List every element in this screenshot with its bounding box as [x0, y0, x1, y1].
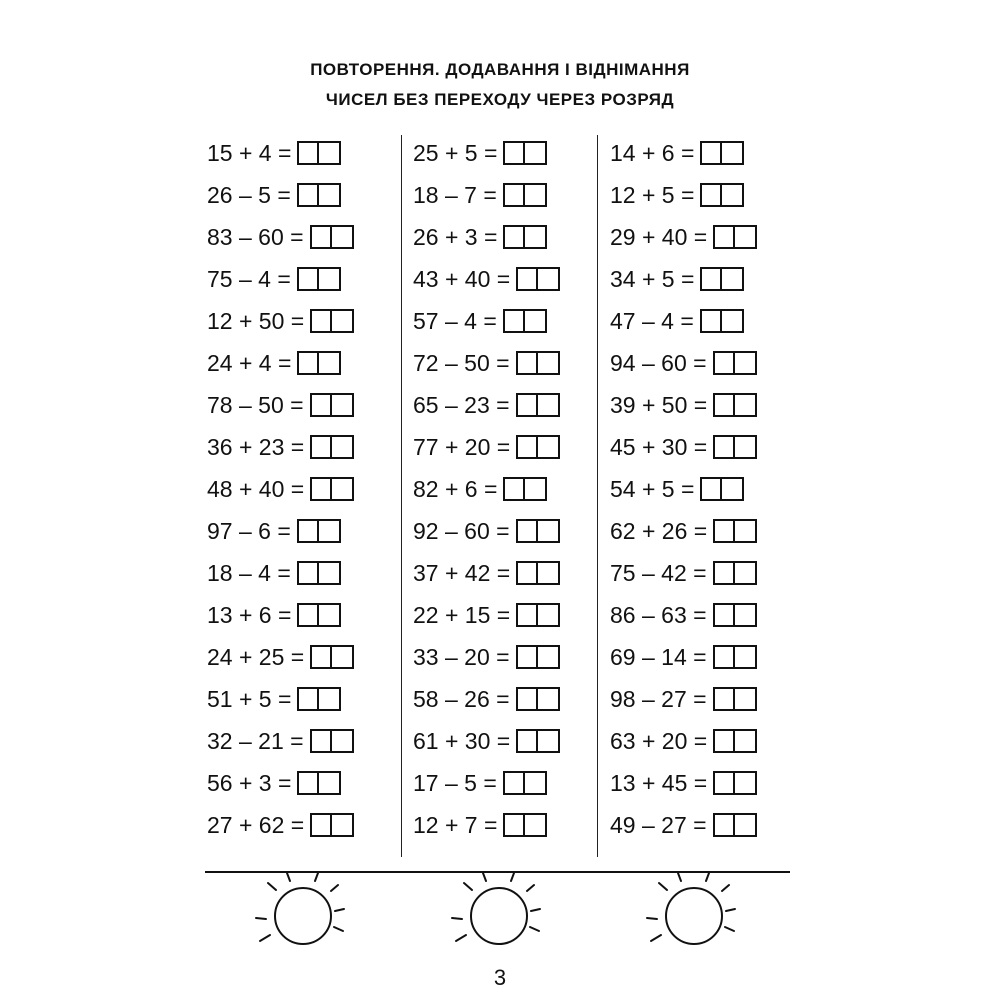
answer-boxes[interactable] [310, 435, 354, 459]
answer-boxes[interactable] [713, 351, 757, 375]
answer-boxes[interactable] [297, 267, 341, 291]
answer-digit-box[interactable] [722, 477, 744, 501]
exercise-row [610, 804, 757, 846]
answer-digit-box[interactable] [503, 771, 525, 795]
exercise-expression: 58 – 26 = [413, 685, 510, 712]
answer-boxes[interactable] [310, 309, 354, 333]
exercise-row [207, 594, 354, 636]
answer-digit-box[interactable] [516, 603, 538, 627]
exercise-row [610, 384, 757, 426]
sun-icon [639, 873, 749, 953]
exercise-row [207, 300, 354, 342]
exercise-row [207, 342, 354, 384]
answer-boxes[interactable] [516, 561, 560, 585]
exercise-expression: 54 + 5 = [610, 475, 695, 502]
answer-boxes[interactable] [713, 771, 757, 795]
answer-boxes[interactable] [310, 729, 354, 753]
exercise-row [207, 720, 354, 762]
page-number: 3 [493, 965, 507, 990]
exercise-expression: 45 + 30 = [610, 433, 708, 460]
exercise-expression: 12 + 5 = [610, 181, 695, 208]
answer-boxes[interactable] [310, 813, 354, 837]
answer-digit-box[interactable] [319, 183, 341, 207]
answer-digit-box[interactable] [722, 183, 744, 207]
exercise-expression: 92 – 60 = [413, 517, 510, 544]
exercise-row [610, 594, 757, 636]
answer-digit-box[interactable] [319, 687, 341, 711]
exercise-expression: 82 + 6 = [413, 475, 498, 502]
exercise-row [207, 174, 354, 216]
answer-digit-box[interactable] [525, 477, 547, 501]
answer-digit-box[interactable] [319, 771, 341, 795]
exercise-column-2 [413, 132, 560, 846]
answer-digit-box[interactable] [332, 729, 354, 753]
exercise-expression: 26 + 3 = [413, 223, 498, 250]
exercise-expression: 63 + 20 = [610, 727, 708, 754]
answer-digit-box[interactable] [516, 645, 538, 669]
answer-digit-box[interactable] [297, 603, 319, 627]
exercise-row [207, 636, 354, 678]
answer-boxes[interactable] [310, 225, 354, 249]
exercise-expression: 75 – 42 = [610, 559, 707, 586]
answer-boxes[interactable] [503, 183, 547, 207]
exercise-row [207, 384, 354, 426]
answer-boxes[interactable] [713, 687, 757, 711]
exercise-expression: 24 + 4 = [207, 349, 292, 376]
answer-digit-box[interactable] [310, 729, 332, 753]
exercise-expression: 51 + 5 = [207, 685, 292, 712]
answer-boxes[interactable] [516, 435, 560, 459]
exercise-row [413, 594, 560, 636]
exercise-row [207, 468, 354, 510]
answer-digit-box[interactable] [525, 141, 547, 165]
exercise-expression: 69 – 14 = [610, 643, 707, 670]
answer-digit-box[interactable] [525, 309, 547, 333]
column-divider [401, 135, 402, 857]
answer-boxes[interactable] [700, 309, 744, 333]
answer-boxes[interactable] [516, 519, 560, 543]
exercise-expression: 97 – 6 = [207, 517, 291, 544]
answer-digit-box[interactable] [713, 603, 735, 627]
exercise-row [413, 174, 560, 216]
exercise-expression: 86 – 63 = [610, 601, 707, 628]
answer-boxes[interactable] [503, 771, 547, 795]
answer-boxes[interactable] [297, 351, 341, 375]
exercise-expression: 75 – 4 = [207, 265, 291, 292]
answer-digit-box[interactable] [332, 435, 354, 459]
answer-digit-box[interactable] [713, 645, 735, 669]
exercise-row [207, 132, 354, 174]
exercise-row [413, 468, 560, 510]
exercise-row [610, 300, 757, 342]
exercise-row [413, 132, 560, 174]
exercise-row [207, 216, 354, 258]
answer-digit-box[interactable] [319, 519, 341, 543]
answer-digit-box[interactable] [735, 687, 757, 711]
exercise-row [413, 804, 560, 846]
answer-digit-box[interactable] [735, 645, 757, 669]
answer-boxes[interactable] [310, 645, 354, 669]
answer-digit-box[interactable] [713, 813, 735, 837]
answer-digit-box[interactable] [297, 561, 319, 585]
answer-digit-box[interactable] [735, 603, 757, 627]
answer-digit-box[interactable] [525, 771, 547, 795]
answer-digit-box[interactable] [538, 603, 560, 627]
exercise-expression: 33 – 20 = [413, 643, 510, 670]
exercise-expression: 98 – 27 = [610, 685, 707, 712]
exercise-expression: 13 + 6 = [207, 601, 292, 628]
answer-boxes[interactable] [516, 351, 560, 375]
answer-digit-box[interactable] [332, 645, 354, 669]
exercise-expression: 78 – 50 = [207, 391, 304, 418]
exercise-expression: 25 + 5 = [413, 139, 498, 166]
exercise-row [413, 426, 560, 468]
exercise-expression: 12 + 7 = [413, 811, 498, 838]
answer-digit-box[interactable] [332, 225, 354, 249]
exercise-row [610, 426, 757, 468]
answer-digit-box[interactable] [735, 351, 757, 375]
answer-digit-box[interactable] [516, 267, 538, 291]
answer-digit-box[interactable] [735, 225, 757, 249]
exercise-expression: 34 + 5 = [610, 265, 695, 292]
exercise-expression: 56 + 3 = [207, 769, 292, 796]
answer-digit-box[interactable] [735, 813, 757, 837]
exercise-row [413, 258, 560, 300]
answer-digit-box[interactable] [538, 351, 560, 375]
answer-digit-box[interactable] [516, 393, 538, 417]
answer-boxes[interactable] [310, 393, 354, 417]
answer-digit-box[interactable] [310, 309, 332, 333]
answer-digit-box[interactable] [503, 813, 525, 837]
exercise-expression: 37 + 42 = [413, 559, 511, 586]
exercise-row [207, 762, 354, 804]
answer-boxes[interactable] [297, 687, 341, 711]
answer-digit-box[interactable] [503, 141, 525, 165]
sun-icon [248, 873, 358, 953]
exercise-row [207, 552, 354, 594]
exercise-column-3 [610, 132, 757, 846]
answer-digit-box[interactable] [297, 141, 319, 165]
answer-digit-box[interactable] [713, 771, 735, 795]
answer-digit-box[interactable] [735, 771, 757, 795]
exercise-expression: 27 + 62 = [207, 811, 305, 838]
answer-digit-box[interactable] [297, 351, 319, 375]
exercise-expression: 22 + 15 = [413, 601, 511, 628]
exercise-row [610, 174, 757, 216]
answer-boxes[interactable] [297, 519, 341, 543]
exercise-row [610, 762, 757, 804]
answer-digit-box[interactable] [700, 309, 722, 333]
answer-boxes[interactable] [516, 393, 560, 417]
answer-digit-box[interactable] [332, 477, 354, 501]
exercise-row [207, 510, 354, 552]
answer-digit-box[interactable] [525, 183, 547, 207]
exercise-row [207, 426, 354, 468]
exercise-expression: 83 – 60 = [207, 223, 304, 250]
answer-digit-box[interactable] [713, 351, 735, 375]
exercise-row [610, 552, 757, 594]
answer-digit-box[interactable] [700, 141, 722, 165]
exercise-expression: 43 + 40 = [413, 265, 511, 292]
exercise-expression: 17 – 5 = [413, 769, 497, 796]
answer-digit-box[interactable] [525, 813, 547, 837]
exercise-expression: 15 + 4 = [207, 139, 292, 166]
answer-boxes[interactable] [713, 645, 757, 669]
answer-digit-box[interactable] [516, 561, 538, 585]
answer-boxes[interactable] [516, 603, 560, 627]
answer-digit-box[interactable] [503, 477, 525, 501]
answer-boxes[interactable] [713, 603, 757, 627]
answer-boxes[interactable] [713, 519, 757, 543]
answer-digit-box[interactable] [319, 603, 341, 627]
exercise-expression: 57 – 4 = [413, 307, 497, 334]
answer-digit-box[interactable] [538, 435, 560, 459]
answer-boxes[interactable] [713, 435, 757, 459]
exercise-expression: 12 + 50 = [207, 307, 305, 334]
answer-digit-box[interactable] [713, 225, 735, 249]
exercise-row [207, 258, 354, 300]
exercise-row [413, 552, 560, 594]
exercise-expression: 77 + 20 = [413, 433, 511, 460]
answer-digit-box[interactable] [713, 729, 735, 753]
answer-digit-box[interactable] [525, 225, 547, 249]
answer-digit-box[interactable] [516, 729, 538, 753]
exercise-row [610, 468, 757, 510]
answer-digit-box[interactable] [700, 267, 722, 291]
exercise-row [207, 678, 354, 720]
answer-boxes[interactable] [503, 813, 547, 837]
answer-digit-box[interactable] [516, 519, 538, 543]
exercise-expression: 24 + 25 = [207, 643, 305, 670]
exercise-row [413, 636, 560, 678]
exercise-row [413, 720, 560, 762]
answer-boxes[interactable] [713, 561, 757, 585]
column-divider [597, 135, 598, 857]
answer-digit-box[interactable] [538, 561, 560, 585]
answer-boxes[interactable] [297, 771, 341, 795]
answer-boxes[interactable] [503, 225, 547, 249]
answer-boxes[interactable] [713, 729, 757, 753]
exercise-expression: 26 – 5 = [207, 181, 291, 208]
answer-digit-box[interactable] [297, 687, 319, 711]
exercise-row [610, 132, 757, 174]
exercise-row [207, 804, 354, 846]
answer-digit-box[interactable] [319, 267, 341, 291]
exercise-row [610, 342, 757, 384]
answer-digit-box[interactable] [310, 393, 332, 417]
exercise-row [413, 342, 560, 384]
answer-digit-box[interactable] [735, 393, 757, 417]
answer-digit-box[interactable] [310, 813, 332, 837]
answer-boxes[interactable] [700, 141, 744, 165]
exercise-expression: 18 – 4 = [207, 559, 291, 586]
answer-boxes[interactable] [310, 477, 354, 501]
answer-boxes[interactable] [516, 687, 560, 711]
answer-digit-box[interactable] [503, 183, 525, 207]
exercise-column-1 [207, 132, 354, 846]
answer-digit-box[interactable] [516, 351, 538, 375]
answer-digit-box[interactable] [319, 141, 341, 165]
exercise-expression: 48 + 40 = [207, 475, 305, 502]
answer-boxes[interactable] [503, 477, 547, 501]
answer-digit-box[interactable] [332, 393, 354, 417]
answer-digit-box[interactable] [713, 393, 735, 417]
answer-digit-box[interactable] [538, 519, 560, 543]
answer-digit-box[interactable] [538, 267, 560, 291]
page-title-line-2: ЧИСЕЛ БЕЗ ПЕРЕХОДУ ЧЕРЕЗ РОЗРЯД [325, 90, 675, 109]
answer-digit-box[interactable] [538, 645, 560, 669]
page-title-line-1: ПОВТОРЕННЯ. ДОДАВАННЯ І ВІДНІМАННЯ [310, 60, 690, 79]
exercise-row [610, 216, 757, 258]
answer-digit-box[interactable] [297, 771, 319, 795]
answer-boxes[interactable] [700, 267, 744, 291]
exercise-row [413, 678, 560, 720]
exercise-row [610, 510, 757, 552]
exercise-expression: 49 – 27 = [610, 811, 707, 838]
answer-digit-box[interactable] [319, 351, 341, 375]
answer-boxes[interactable] [297, 141, 341, 165]
answer-digit-box[interactable] [310, 225, 332, 249]
exercise-row [413, 384, 560, 426]
answer-boxes[interactable] [503, 141, 547, 165]
answer-digit-box[interactable] [297, 183, 319, 207]
answer-digit-box[interactable] [735, 729, 757, 753]
answer-digit-box[interactable] [722, 141, 744, 165]
exercise-expression: 94 – 60 = [610, 349, 707, 376]
answer-digit-box[interactable] [332, 309, 354, 333]
exercise-expression: 65 – 23 = [413, 391, 510, 418]
answer-boxes[interactable] [516, 729, 560, 753]
answer-digit-box[interactable] [503, 309, 525, 333]
answer-digit-box[interactable] [319, 561, 341, 585]
exercise-row [413, 216, 560, 258]
exercise-expression: 39 + 50 = [610, 391, 708, 418]
answer-digit-box[interactable] [538, 687, 560, 711]
answer-digit-box[interactable] [310, 435, 332, 459]
exercise-expression: 13 + 45 = [610, 769, 708, 796]
exercise-expression: 61 + 30 = [413, 727, 511, 754]
answer-digit-box[interactable] [722, 309, 744, 333]
answer-digit-box[interactable] [538, 729, 560, 753]
exercise-expression: 47 – 4 = [610, 307, 694, 334]
answer-digit-box[interactable] [297, 519, 319, 543]
answer-digit-box[interactable] [538, 393, 560, 417]
exercise-expression: 14 + 6 = [610, 139, 695, 166]
answer-digit-box[interactable] [332, 813, 354, 837]
answer-boxes[interactable] [700, 183, 744, 207]
exercise-expression: 62 + 26 = [610, 517, 708, 544]
exercise-row [413, 762, 560, 804]
answer-boxes[interactable] [516, 645, 560, 669]
exercise-row [610, 258, 757, 300]
exercise-row [610, 720, 757, 762]
exercise-row [413, 510, 560, 552]
answer-digit-box[interactable] [503, 225, 525, 249]
answer-digit-box[interactable] [722, 267, 744, 291]
exercise-expression: 32 – 21 = [207, 727, 304, 754]
answer-digit-box[interactable] [297, 267, 319, 291]
answer-boxes[interactable] [700, 477, 744, 501]
answer-boxes[interactable] [713, 813, 757, 837]
exercise-expression: 29 + 40 = [610, 223, 708, 250]
answer-digit-box[interactable] [713, 435, 735, 459]
answer-boxes[interactable] [297, 603, 341, 627]
answer-digit-box[interactable] [310, 477, 332, 501]
exercise-expression: 18 – 7 = [413, 181, 497, 208]
exercise-expression: 36 + 23 = [207, 433, 305, 460]
answer-digit-box[interactable] [713, 561, 735, 585]
answer-digit-box[interactable] [735, 435, 757, 459]
answer-boxes[interactable] [297, 183, 341, 207]
answer-digit-box[interactable] [700, 477, 722, 501]
answer-boxes[interactable] [503, 309, 547, 333]
answer-boxes[interactable] [297, 561, 341, 585]
answer-digit-box[interactable] [516, 435, 538, 459]
answer-boxes[interactable] [713, 393, 757, 417]
exercise-row [610, 636, 757, 678]
answer-digit-box[interactable] [735, 519, 757, 543]
exercise-expression: 72 – 50 = [413, 349, 510, 376]
answer-digit-box[interactable] [700, 183, 722, 207]
answer-digit-box[interactable] [516, 687, 538, 711]
answer-digit-box[interactable] [713, 687, 735, 711]
sun-icon [444, 873, 554, 953]
exercise-row [413, 300, 560, 342]
answer-digit-box[interactable] [735, 561, 757, 585]
answer-boxes[interactable] [516, 267, 560, 291]
answer-boxes[interactable] [713, 225, 757, 249]
exercise-row [610, 678, 757, 720]
answer-digit-box[interactable] [310, 645, 332, 669]
answer-digit-box[interactable] [713, 519, 735, 543]
